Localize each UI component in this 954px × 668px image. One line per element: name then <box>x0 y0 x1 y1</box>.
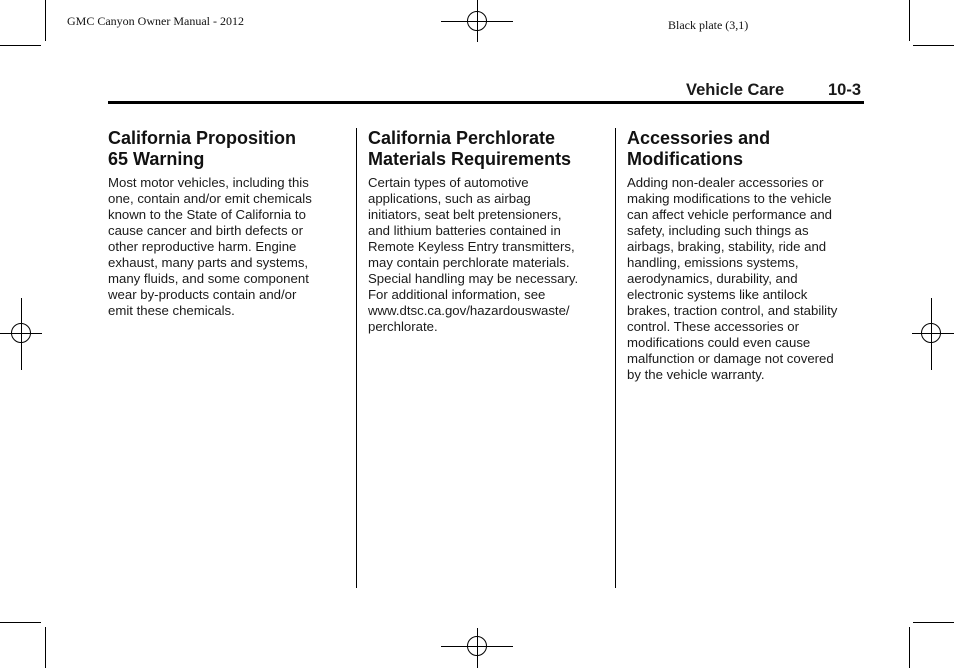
column-divider <box>615 128 616 588</box>
body-perchlorate: Certain types of automotive applications, such as airbag initiators, seat belt pretensioners, and lithium batteries contained in Remote Keyless Entry transmitters, may contain perchlorate materials. Special handling may be necessary. For additional information, see www.dtsc.ca.gov/hazardouswaste/ perchlorate. <box>368 175 579 334</box>
crop-mark-bottom-left-horizontal <box>0 622 41 623</box>
body-accessories: Adding non-dealer accessories or making modifications to the vehicle can affect vehicle performance and safety, including such things as airbags, braking, stability, ride and handling, emissions systems, aerodynamics, durability, and electronic systems like antilock brakes, traction control, and stability control. These accessories or modifications could even cause malfunction or damage not covered by the vehicle warranty. <box>627 175 838 382</box>
crop-mark-top-left-horizontal <box>0 45 41 46</box>
column-divider <box>356 128 357 588</box>
column-prop-65 <box>108 128 340 319</box>
crop-mark-top-right-vertical <box>909 0 910 41</box>
crop-mark-top-right-horizontal <box>913 45 954 46</box>
heading-accessories: Accessories and Modifications <box>627 128 771 169</box>
column-perchlorate <box>368 128 600 335</box>
crop-mark-top-left-vertical <box>45 0 46 41</box>
header-rule <box>108 101 864 104</box>
heading-prop-65: California Proposition 65 Warning <box>108 128 297 169</box>
manual-title-slug: GMC Canyon Owner Manual - 2012 <box>67 14 244 28</box>
column-accessories <box>627 128 859 383</box>
crop-mark-bottom-right-horizontal <box>913 622 954 623</box>
crop-mark-bottom-left-vertical <box>45 627 46 668</box>
plate-info-slug: Black plate (3,1) <box>668 18 749 32</box>
section-title: Vehicle Care <box>686 81 785 99</box>
page-number: 10-3 <box>828 81 862 99</box>
crop-mark-bottom-right-vertical <box>909 627 910 668</box>
heading-perchlorate: California Perchlorate Materials Requirements <box>368 128 572 169</box>
body-prop-65: Most motor vehicles, including this one, contain and/or emit chemicals known to the State of California to cause cancer and birth defects or other reproductive harm. Engine exhaust, many parts and systems, many fluids, and some component wear by-products contain and/or emit these chemicals. <box>108 175 312 318</box>
